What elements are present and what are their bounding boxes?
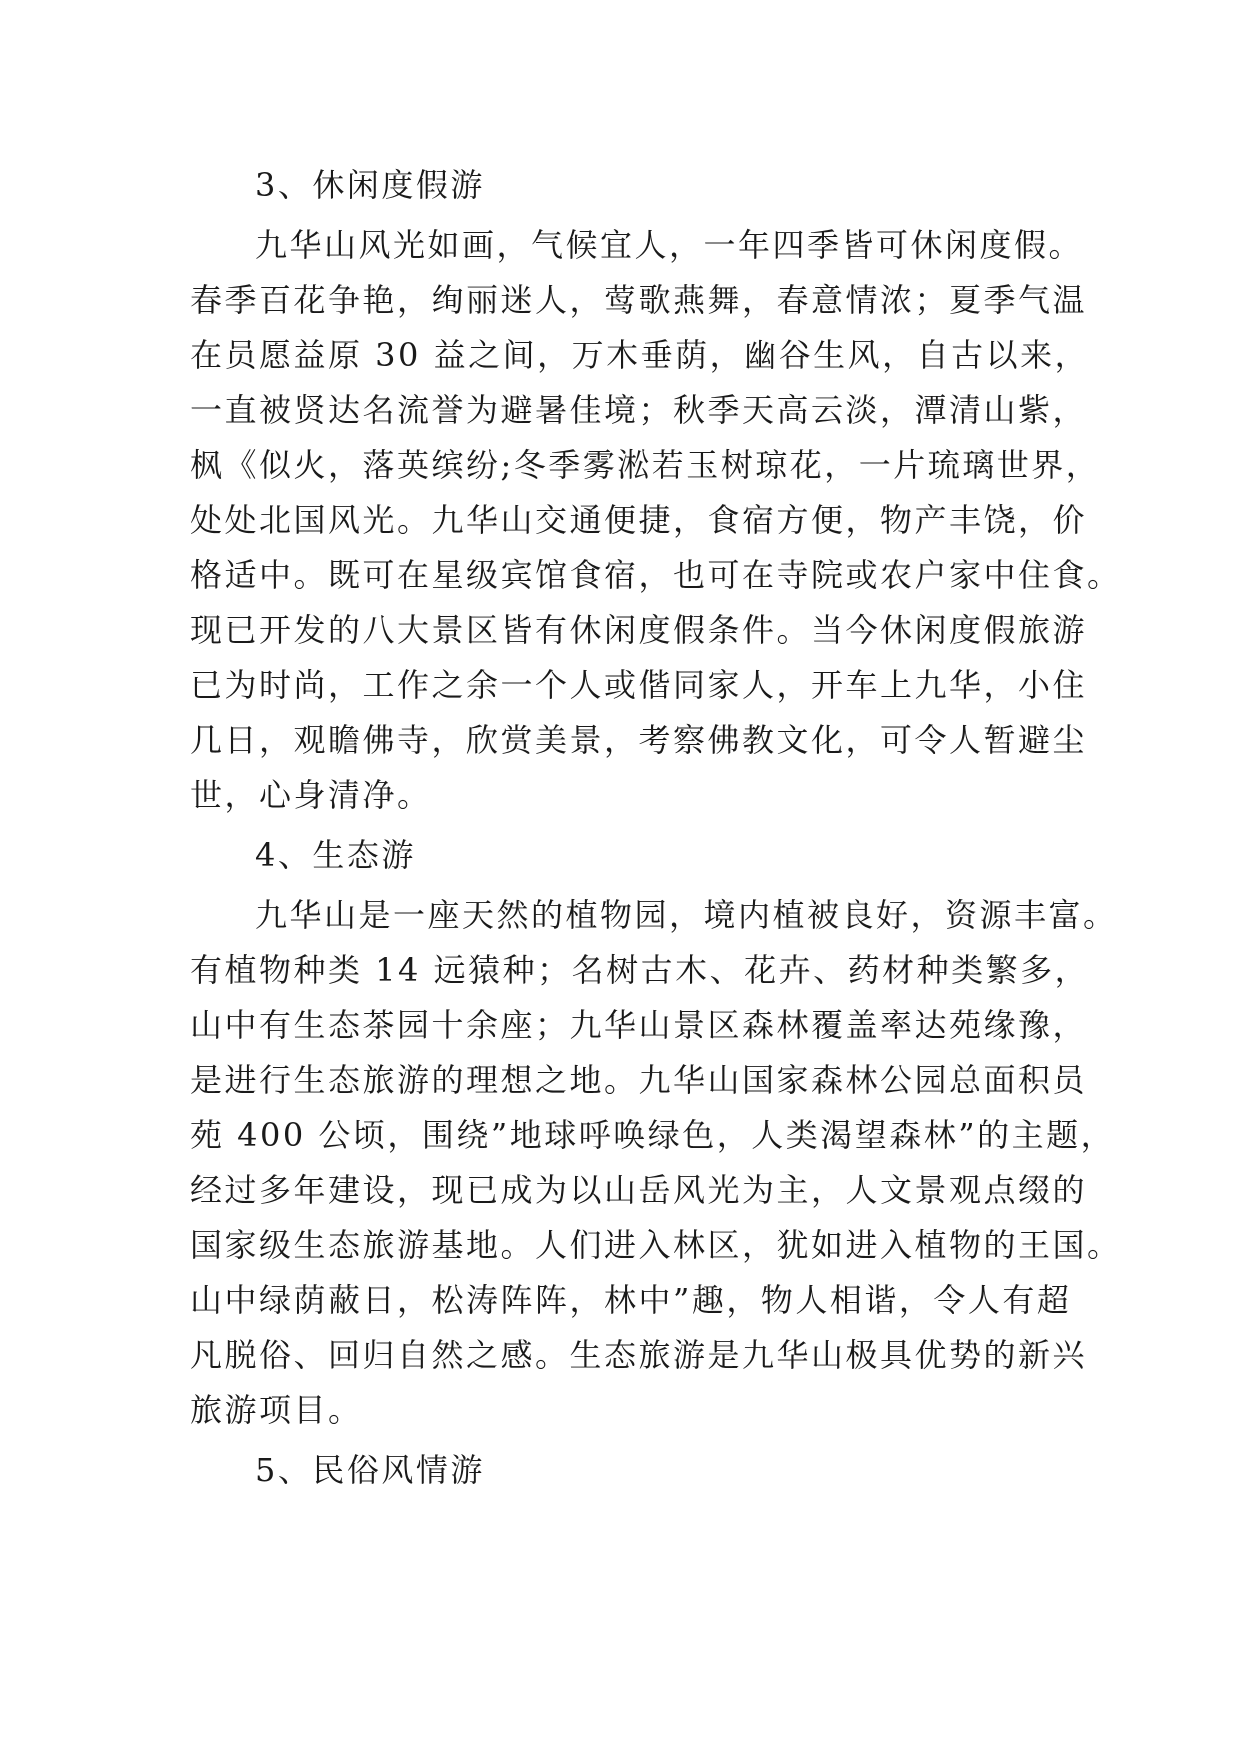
paragraph-line: 山中有生态茶园十余座；九华山景区森林覆盖率达苑缘豫， [190,1006,1088,1044]
paragraph-line: 世，心身清净。 [190,776,432,814]
section-heading-5: 5、民俗风情游 [255,1451,485,1489]
paragraph-line: 在员愿益原 30 益之间，万木垂荫，幽谷生风，自古以来， [190,336,1090,374]
paragraph-line: 枫《似火，落英缤纷;冬季雾淞若玉树琼花，一片琉璃世界， [190,446,1101,484]
paragraph-line: 格适中。既可在星级宾馆食宿，也可在寺院或农户家中住食。 [190,556,1122,594]
paragraph-line: 有植物种类 14 远猿种；名树古木、花卉、药材种类繁多， [190,951,1090,989]
paragraph-line: 旅游项目。 [190,1391,363,1429]
paragraph-line: 山中绿荫蔽日，松涛阵阵，林中”趣，物人相谐，令人有超 [190,1281,1072,1319]
paragraph-line: 苑 400 公顷，围绕”地球呼唤绿色，人类渴望森林”的主题， [190,1116,1116,1154]
paragraph-line: 九华山风光如画，气候宜人，一年四季皆可休闲度假。 [255,226,1084,264]
section-heading-4: 4、生态游 [255,836,416,874]
paragraph-line: 一直被贤达名流誉为避暑佳境；秋季天高云淡，潭清山紫， [190,391,1088,429]
paragraph-line: 是进行生态旅游的理想之地。九华山国家森林公园总面积员 [190,1061,1088,1099]
paragraph-line: 经过多年建设，现已成为以山岳风光为主，人文景观点缀的 [190,1171,1088,1209]
paragraph-line: 几日，观瞻佛寺，欣赏美景，考察佛教文化，可令人暂避尘 [190,721,1088,759]
paragraph-line: 已为时尚，工作之余一个人或偕同家人，开车上九华，小住 [190,666,1088,704]
paragraph-line: 现已开发的八大景区皆有休闲度假条件。当今休闲度假旅游 [190,611,1088,649]
paragraph-line: 国家级生态旅游基地。人们进入林区，犹如进入植物的王国。 [190,1226,1122,1264]
paragraph-line: 九华山是一座天然的植物园，境内植被良好，资源丰富。 [255,896,1118,934]
paragraph-line: 春季百花争艳，绚丽迷人，莺歌燕舞，春意情浓；夏季气温 [190,281,1088,319]
paragraph-line: 凡脱俗、回归自然之感。生态旅游是九华山极具优势的新兴 [190,1336,1088,1374]
paragraph-line: 处处北国风光。九华山交通便捷，食宿方便，物产丰饶，价 [190,501,1088,539]
section-heading-3: 3、休闲度假游 [255,166,485,204]
